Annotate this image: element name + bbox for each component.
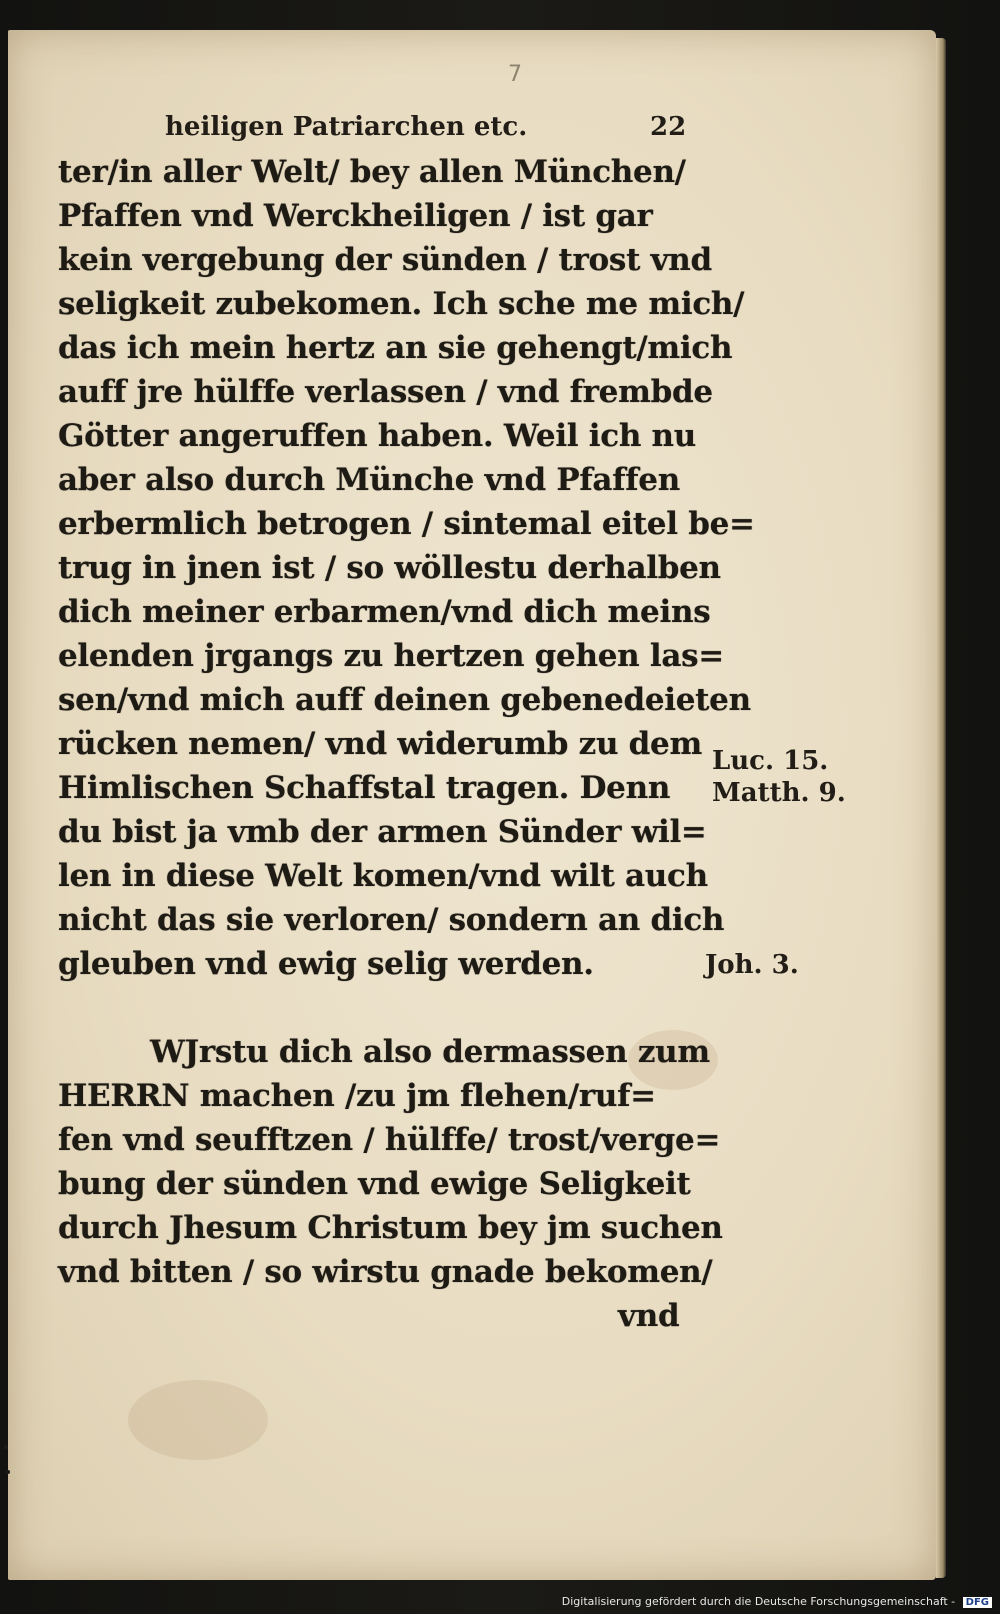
- text-line: gleuben vnd ewig selig werden.: [58, 946, 594, 982]
- text-line: ter/in aller Welt/ bey allen München/: [58, 154, 686, 190]
- text-line: dich meiner erbarmen/vnd dich meins: [58, 594, 711, 630]
- text-line: vnd bitten / so wirstu gnade bekomen/: [58, 1254, 713, 1290]
- pencil-folio-mark: 7: [508, 62, 522, 87]
- text-line: kein vergebung der sünden / trost vnd: [58, 242, 712, 278]
- paragraph-start-line: WJrstu dich also dermassen zum: [150, 1034, 710, 1070]
- text-line: bung der sünden vnd ewige Seligkeit: [58, 1166, 691, 1202]
- digitization-credit: [562, 1595, 992, 1608]
- text-line: erbermlich betrogen / sintemal eitel be=: [58, 506, 755, 542]
- margin-reference-matthew: Matth. 9.: [712, 778, 846, 808]
- text-line: Pfaffen vnd Werckheiligen / ist gar: [58, 198, 653, 234]
- text-line: HERRN machen /zu jm flehen/ruf=: [58, 1078, 656, 1114]
- page-stain: [128, 1380, 268, 1460]
- dfg-logo: DFG: [963, 1597, 992, 1608]
- text-line: elenden jrgangs zu hertzen gehen las=: [58, 638, 724, 674]
- text-line: trug in jnen ist / so wöllestu derhalben: [58, 550, 721, 586]
- text-line: du bist ja vmb der armen Sünder wil=: [58, 814, 707, 850]
- text-line: auff jre hülffe verlassen / vnd frembde: [58, 374, 713, 410]
- running-title: heiligen Patriarchen etc.: [165, 112, 528, 142]
- text-line: fen vnd seufftzen / hülffe/ trost/verge=: [58, 1122, 721, 1158]
- text-line: nicht das sie verloren/ sondern an dich: [58, 902, 725, 938]
- text-line: seligkeit zubekomen. Ich sche me mich/: [58, 286, 745, 322]
- text-line: Himlischen Schaffstal tragen. Denn: [58, 770, 671, 806]
- catchword: vnd: [618, 1298, 680, 1334]
- text-line: aber also durch Münche vnd Pfaffen: [58, 462, 680, 498]
- scan-speck: [6, 1470, 10, 1474]
- text-line: rücken nemen/ vnd widerumb zu dem: [58, 726, 702, 762]
- credit-text: Digitalisierung gefördert durch die Deutsche Forschungsgemeinschaft -: [561, 1595, 956, 1608]
- text-line: Götter angeruffen haben. Weil ich nu: [58, 418, 697, 454]
- text-line: len in diese Welt komen/vnd wilt auch: [58, 858, 708, 894]
- text-line: durch Jhesum Christum bey jm suchen: [58, 1210, 723, 1246]
- text-line: sen/vnd mich auff deinen gebenedeieten: [58, 682, 751, 718]
- text-line: das ich mein hertz an sie gehengt/mich: [58, 330, 733, 366]
- page-edge: [936, 38, 946, 1578]
- margin-reference-john: Joh. 3.: [705, 950, 799, 980]
- page-number: 22: [650, 112, 687, 142]
- margin-reference-luke: Luc. 15.: [712, 746, 829, 776]
- scan-speck: [4, 1445, 8, 1449]
